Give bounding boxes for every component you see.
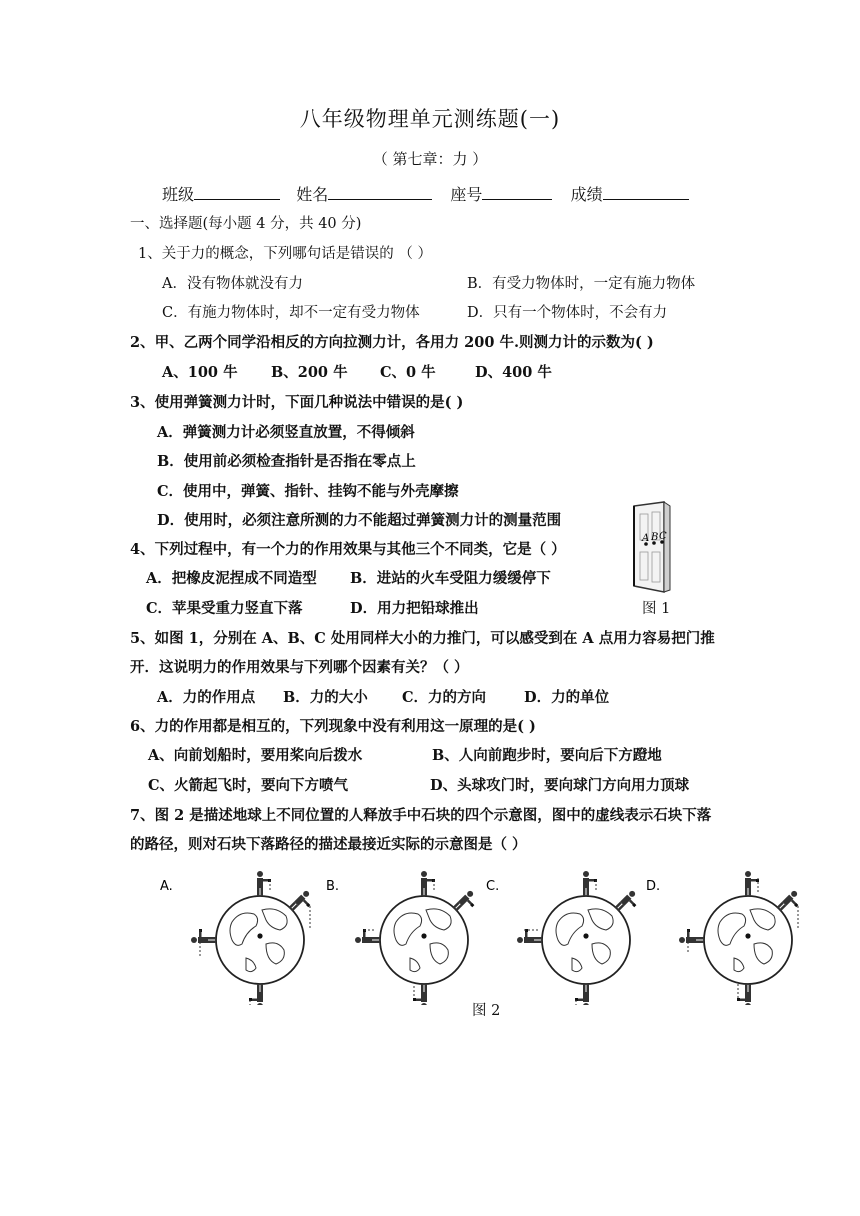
student-info-row: [162, 182, 689, 205]
q5-option-d[interactable]: D．力的单位: [524, 689, 610, 706]
q5-option-b[interactable]: B．力的大小: [283, 689, 368, 706]
q5-option-c[interactable]: C．力的方向: [402, 689, 487, 706]
q3-option-d[interactable]: D．使用时，必须注意所测的力不能超过弹簧测力计的测量范围: [157, 512, 562, 529]
q7-stem-line2: 的路径，则对石块下落路径的描述最接近实际的示意图是（ ）: [130, 836, 527, 853]
q1-stem: 1、关于力的概念，下列哪句话是错误的 （ ）: [138, 246, 432, 262]
q4-option-b[interactable]: B．进站的火车受阻力缓缓停下: [350, 570, 551, 587]
q6-option-d[interactable]: D、头球攻门时，要向球门方向用力顶球: [430, 777, 690, 794]
q6-option-a[interactable]: A、向前划船时，要用桨向后拨水: [148, 747, 363, 764]
figure1-door: [624, 500, 680, 596]
q4-stem: 4、下列过程中，有一个力的作用效果与其他三个不同类，它是（ ）: [130, 541, 566, 558]
class-label: 班级: [162, 185, 195, 204]
figure2-option-a-label: A.: [160, 879, 173, 894]
q5-option-a[interactable]: A．力的作用点: [157, 689, 256, 706]
q4-option-a[interactable]: A．把橡皮泥捏成不同造型: [146, 570, 317, 587]
name-blank[interactable]: [328, 183, 432, 200]
q4-option-d[interactable]: D．用力把铅球推出: [350, 600, 479, 617]
figure2-option-c-label: C.: [486, 879, 500, 894]
score-label: 成绩: [570, 185, 603, 204]
figure1-caption: 图 1: [642, 601, 671, 617]
figure1-label-c: C: [659, 531, 667, 542]
q6-option-b[interactable]: B、人向前跑步时，要向后下方蹬地: [432, 747, 662, 764]
q2-option-b[interactable]: B、200 牛: [271, 364, 348, 381]
q5-stem-line2: 开．这说明力的作用效果与下列哪个因素有关？（ ）: [130, 659, 469, 676]
q3-option-b[interactable]: B．使用前必须检查指针是否指在零点上: [157, 453, 416, 470]
q4-option-c[interactable]: C．苹果受重力竖直下落: [146, 600, 303, 617]
q1-option-a[interactable]: A．没有物体就没有力: [162, 276, 303, 292]
q1-option-b[interactable]: B．有受力物体时，一定有施力物体: [467, 276, 696, 292]
q3-stem: 3、使用弹簧测力计时，下面几种说法中错误的是( ): [130, 394, 464, 411]
q2-option-d[interactable]: D、400 牛: [475, 364, 552, 381]
q3-option-c[interactable]: C．使用中，弹簧、指针、挂钩不能与外壳摩擦: [157, 483, 459, 500]
q7-stem-line1: 7、图 2 是描述地球上不同位置的人释放手中石块的四个示意图，图中的虚线表示石块下落: [130, 807, 712, 824]
class-blank[interactable]: [194, 183, 280, 200]
page-title: 八年级物理单元测练题(一): [299, 107, 561, 131]
seat-blank[interactable]: [482, 183, 552, 200]
score-blank[interactable]: [603, 183, 689, 200]
q3-option-a[interactable]: A．弹簧测力计必须竖直放置，不得倾斜: [157, 424, 415, 441]
figure2-option-b-label: B.: [326, 879, 340, 894]
q6-stem: 6、力的作用都是相互的，下列现象中没有利用这一原理的是( ): [130, 718, 536, 735]
q2-stem: 2、甲、乙两个同学沿相反的方向拉测力计，各用力 200 牛.则测力计的示数为( ): [130, 334, 654, 351]
page-subtitle: （ 第七章：力 ）: [372, 150, 488, 168]
figure2-diagrams: [150, 870, 830, 1005]
q1-option-d[interactable]: D．只有一个物体时，不会有力: [467, 305, 668, 321]
name-label: 姓名: [296, 185, 329, 204]
q1-option-c[interactable]: C．有施力物体时，却不一定有受力物体: [162, 305, 420, 321]
q6-option-c[interactable]: C、火箭起飞时，要向下方喷气: [148, 777, 349, 794]
figure2-option-d-label: D.: [646, 879, 661, 894]
figure2-caption: 图 2: [472, 1003, 501, 1019]
seat-label: 座号: [450, 185, 483, 204]
q5-stem-line1: 5、如图 1，分别在 A、B、C 处用同样大小的力推门，可以感受到在 A 点用力容易把门推: [130, 630, 715, 647]
q2-option-a[interactable]: A、100 牛: [162, 364, 238, 381]
section-heading: 一、选择题(每小题 4 分，共 40 分): [130, 216, 362, 232]
figure1-label-b: B: [651, 532, 659, 543]
figure1-label-a: A: [642, 533, 650, 544]
q2-option-c[interactable]: C、0 牛: [380, 364, 436, 381]
